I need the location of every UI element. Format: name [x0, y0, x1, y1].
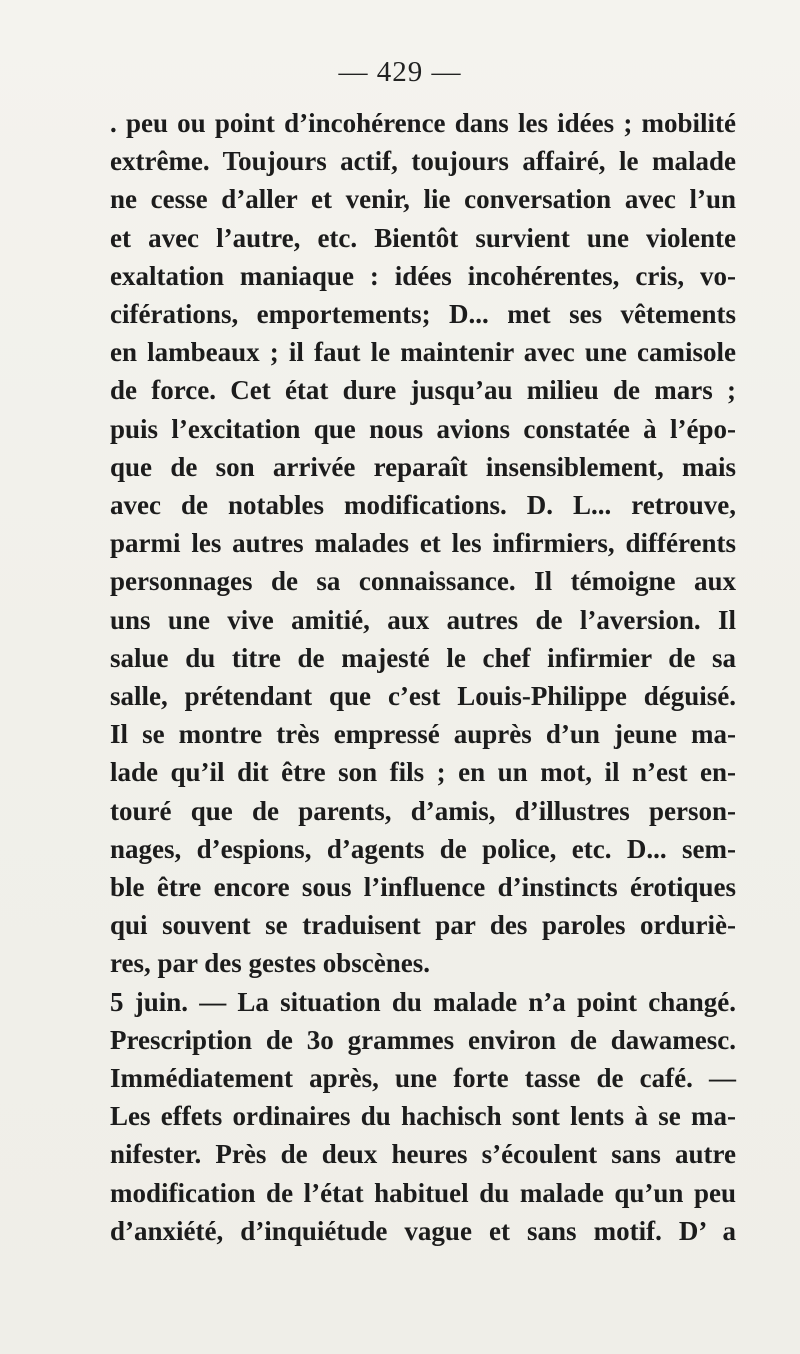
text-line: Immédiatement après, une forte tasse de café. — [110, 1063, 736, 1094]
text-line: en lambeaux ; il faut le maintenir avec une camisole [110, 337, 736, 368]
text-line: extrême. Toujours actif, toujours affairé, le malade [110, 146, 736, 177]
text-line: exaltation maniaque : idées incohérentes, cris, vo- [110, 260, 736, 291]
text-line: touré que de parents, d’amis, d’illustres person- [110, 795, 736, 826]
text-line: nifester. Près de deux heures s’écoulent sans autre [110, 1139, 736, 1170]
text-line: et avec l’autre, etc. Bientôt survient une violente [110, 222, 736, 253]
text-line: ciférations, emportements; D... met ses vêtements [110, 299, 736, 330]
text-line: lade qu’il dit être son fils ; en un mot, il n’est en- [110, 757, 736, 788]
text-line: personnages de sa connaissance. Il témoigne aux [110, 566, 736, 597]
body-text [110, 104, 736, 1250]
text-line: de force. Cet état dure jusqu’au milieu de mars ; [110, 375, 736, 406]
text-line: ble être encore sous l’influence d’instincts érotiques [110, 872, 736, 903]
text-line: . peu ou point d’incohérence dans les idées ; mobilité [110, 108, 736, 138]
text-line: salle, prétendant que c’est Louis-Philippe déguisé. [110, 681, 736, 712]
text-line: ne cesse d’aller et venir, lie conversation avec l’un [110, 184, 736, 215]
text-line: avec de notables modifications. D. L... retrouve, [110, 490, 736, 521]
text-line: nages, d’espions, d’agents de police, etc. D... sem- [110, 833, 736, 864]
text-line: qui souvent se traduisent par des paroles orduriè- [110, 910, 736, 941]
text-line: Il se montre très empressé auprès d’un jeune ma- [110, 719, 736, 750]
text-line: que de son arrivée reparaît insensiblement, mais [110, 451, 736, 482]
text-line: uns une vive amitié, aux autres de l’aversion. Il [110, 604, 736, 635]
text-line: d’anxiété, d’inquiétude vague et sans motif. D’ a [110, 1215, 736, 1246]
text-line: 5 juin. — La situation du malade n’a point changé. [110, 986, 736, 1017]
text-line: salue du titre de majesté le chef infirmier de sa [110, 642, 736, 673]
text-line: Les effets ordinaires du hachisch sont lents à se ma- [110, 1101, 736, 1132]
text-line: parmi les autres malades et les infirmiers, différents [110, 528, 736, 559]
text-line: modification de l’état habituel du malade qu’un peu [110, 1177, 736, 1208]
text-line: puis l’excitation que nous avions constatée à l’épo- [110, 413, 736, 444]
text-line: Prescription de 3o grammes environ de dawamesc. [110, 1024, 736, 1055]
page-number: — 429 — [338, 56, 462, 88]
text-line: res, par des gestes obscènes. [110, 948, 430, 979]
